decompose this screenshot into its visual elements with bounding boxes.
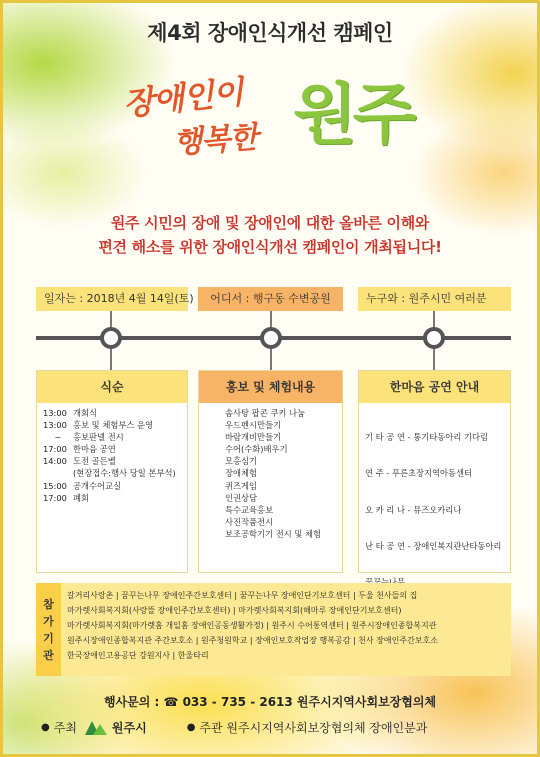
schedule-row [43, 480, 181, 492]
organizations-line: 마가렛사회복지회(사랑뜰 장애인주간보호센터) | 마가렛사회복지회(해마루 장애인단기보호센터) [67, 606, 402, 615]
slogan-line2: 행복한 [172, 120, 259, 161]
schedule-text: 개회식 [73, 408, 98, 418]
timeline-node [100, 327, 122, 349]
promo-item: 우드펜시만들기 [225, 420, 282, 431]
bullet-icon: ● [41, 721, 50, 733]
organizations-label-char: 기 [43, 631, 54, 645]
promo-item: 솜사탕 팝콘 쿠키 나눔 [225, 408, 306, 418]
schedule-list [37, 403, 187, 508]
performance-item: 난 타 공 연 - 장애인복지관난타동아리 [365, 541, 502, 552]
organizations-panel [36, 583, 511, 676]
performance-item: 기 타 공 연 - 통기타동아리 기다림 [365, 432, 489, 443]
promo-item: 인권상담 [225, 492, 258, 503]
promo-item: 사진작품전시 [225, 516, 274, 527]
schedule-time: 13:00 [43, 408, 67, 418]
promo-item: 바람개비만들기 [225, 432, 282, 443]
promo-item: 장애체험 [225, 468, 258, 479]
bullet-icon: ● [186, 721, 196, 733]
page-title: 제4회 장애인식개선 캠페인 [147, 21, 393, 45]
schedule-row [43, 455, 181, 467]
promo-list [199, 403, 342, 544]
schedule-time: 14:00 [43, 456, 67, 467]
intro-line1: 원주 시민의 장애 및 장애인에 대한 올바른 이해와 [110, 214, 430, 232]
schedule-text: 폐회 [73, 492, 90, 503]
schedule-row [43, 443, 181, 455]
schedule-text: 한마음 공연 [73, 444, 116, 455]
schedule-row [43, 407, 181, 419]
slogan-line1: 장애인이 [121, 72, 245, 124]
schedule-time [43, 467, 73, 479]
organizations-label-char: 관 [43, 648, 54, 662]
info-where: 어디서 : 행구동 수변공원 [198, 287, 343, 311]
city-logo-icon [85, 719, 107, 735]
schedule-time: 13:00 [43, 420, 67, 431]
schedule-text: (현장접수:행사 당일 본부석) [73, 468, 176, 479]
organizations-list [61, 583, 511, 676]
schedule-text: 공개수어교실 [73, 480, 122, 491]
schedule-row [43, 492, 181, 504]
timeline-node [423, 327, 445, 349]
schedule-time: 15:00 [43, 480, 67, 491]
promo-item: 특수교육홍보 [225, 504, 274, 515]
organizations-line: 마가렛사회복지회(마가렛홈 개일홈 장애인공동생활가정) | 원주시 수어통역센터 | 원주시장애인종합복지관 [67, 621, 437, 630]
schedule-time: 17:00 [43, 444, 67, 455]
performance-item: 오 카 리 나 - 뮤즈오카리나 [365, 504, 462, 515]
promo-item: 모홍심기 [225, 456, 258, 467]
organizations-line: 원주시장애인종합복지관 주간보호소 | 원주청원학교 | 장애인보호작업장 행복공감 | 천사 장애인주간보호소 [67, 636, 439, 645]
schedule-time: ~ [54, 432, 62, 443]
performance-panel [358, 370, 511, 573]
performance-item: 연 주 - 푸른초장지역아동센터 [365, 468, 473, 479]
schedule-row [43, 431, 181, 443]
schedule-text: 홍보 및 체험부스 운영 [73, 420, 154, 431]
organizations-line: 갈거리사랑촌 | 꿈꾸는나무 장애인주간보호센터 | 꿈꾸는나무 장애인단기보호센터 | 두울 천사들의 집 [67, 591, 418, 600]
host-name: 원주시 [111, 720, 147, 735]
promo-item: 수어(수화)배우기 [225, 444, 288, 455]
schedule-panel [36, 370, 188, 573]
host-label: 주최 [53, 720, 77, 735]
info-who: 누구와 : 원주시민 여러분 [358, 287, 511, 311]
organizations-line: 한국장애인고용공단 강원지사 | 한울타리 [67, 651, 209, 660]
intro-line2: 편견 해소를 위한 장애인식개선 캠페인이 개최됩니다! [98, 238, 442, 256]
schedule-text: 도전 골든벨 [73, 456, 116, 467]
contact-info: 행사문의 : ☎ 033 - 735 - 2613 원주시지역사회보장협의체 [103, 695, 437, 709]
promo-item: 보조공학기기 전시 및 체험 [225, 528, 322, 539]
schedule-title: 식순 [37, 371, 187, 403]
info-when: 일자는 : 2018년 4월 14일(토) [36, 287, 188, 311]
organizations-label [36, 583, 61, 676]
promo-panel [198, 370, 343, 573]
organizations-label-char: 가 [43, 614, 54, 628]
promo-item: 퀴즈게임 [225, 480, 258, 491]
schedule-row [43, 467, 181, 479]
schedule-row [43, 419, 181, 431]
slogan-city: 원주 [293, 75, 413, 153]
hosts-row [41, 715, 511, 739]
organizer: 주관 원주시지역사회보장협의체 장애인분과 [199, 720, 428, 735]
performance-title: 한마음 공연 안내 [359, 371, 510, 403]
schedule-time: 17:00 [43, 492, 67, 503]
timeline-node [260, 327, 282, 349]
organizations-label-char: 참 [43, 597, 54, 611]
schedule-text: 홍보판넬 전시 [73, 432, 124, 443]
promo-title: 홍보 및 체험내용 [199, 371, 342, 403]
